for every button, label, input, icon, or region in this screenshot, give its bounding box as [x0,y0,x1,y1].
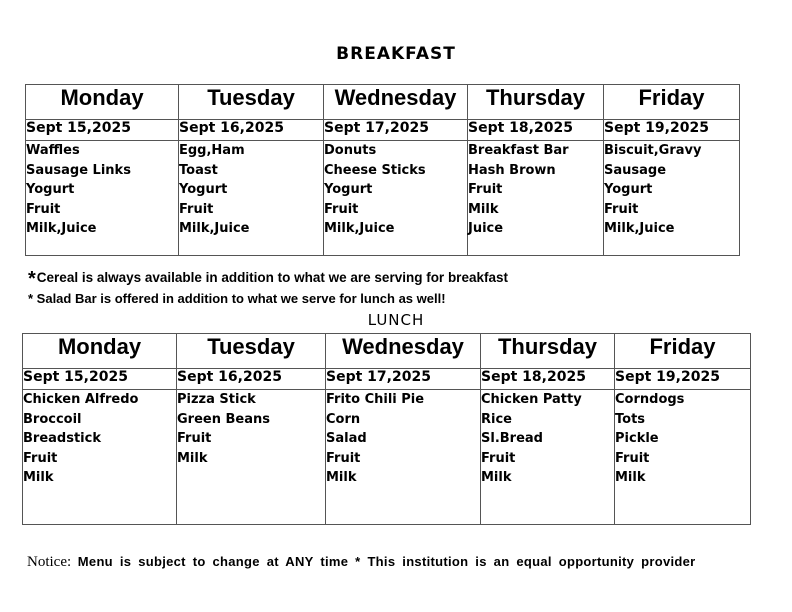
menu-item: Fruit [604,201,639,217]
menu-item: Donuts [324,143,377,158]
breakfast-date-wednesday: Sept 17,2025 [324,120,468,141]
lunch-heading: LUNCH [367,311,425,329]
menu-item: Yogurt [604,182,653,197]
lunch-items-thursday [481,390,615,525]
breakfast-date-monday: Sept 15,2025 [26,120,179,141]
breakfast-items-row [26,141,740,256]
menu-item: Milk,Juice [604,221,675,236]
notice-text: Menu is subject to change at ANY time * This institution is an equal opportunity provider [77,554,696,569]
breakfast-heading: BREAKFAST [336,44,456,64]
lunch-day-thursday: Thursday [481,334,615,369]
breakfast-items-thursday [468,141,604,256]
lunch-date-friday: Sept 19,2025 [615,369,751,390]
lunch-date-thursday: Sept 18,2025 [481,369,615,390]
menu-item: Milk [615,470,646,485]
menu-item: Fruit [324,201,359,217]
lunch-items-wednesday [326,390,481,525]
menu-item: Yogurt [179,182,228,197]
menu-item: Fruit [468,182,503,197]
menu-item: Breakfast Bar [468,143,569,158]
breakfast-day-friday: Friday [604,85,740,120]
breakfast-items-wednesday [324,141,468,256]
menu-item: Milk,Juice [324,221,395,236]
menu-item: Fruit [26,201,61,217]
breakfast-date-thursday: Sept 18,2025 [468,120,604,141]
lunch-items-monday [23,390,177,525]
menu-item: Fruit [481,450,516,466]
menu-item: Yogurt [26,182,75,197]
breakfast-menu-table [25,84,740,256]
menu-item: Fruit [177,431,212,446]
menu-item: Corndogs [615,392,685,407]
breakfast-items-friday [604,141,740,256]
lunch-date-tuesday: Sept 16,2025 [177,369,326,390]
menu-item: Milk [326,470,357,485]
menu-item: Sl.Bread [481,431,543,446]
menu-item: Fruit [179,201,214,217]
menu-item: Milk,Juice [179,221,250,236]
lunch-items-tuesday [177,390,326,525]
menu-item: Pickle [615,431,659,446]
menu-item: Tots [615,411,646,427]
menu-item: Broccoil [23,411,82,427]
menu-item: Green Beans [177,411,270,427]
menu-item: Corn [326,411,361,427]
breakfast-day-thursday: Thursday [468,85,604,120]
menu-item: Rice [481,411,512,427]
lunch-day-monday: Monday [23,334,177,369]
menu-item: Milk [481,470,512,485]
notice-label: Notice: [27,554,72,570]
menu-item: Frito Chili Pie [326,392,425,407]
menu-item: Waffles [26,143,80,158]
breakfast-date-friday: Sept 19,2025 [604,120,740,141]
lunch-menu-table [22,333,751,525]
menu-item: Breadstick [23,431,101,446]
menu-item: Fruit [326,450,361,466]
breakfast-day-tuesday: Tuesday [179,85,324,120]
breakfast-date-row [26,120,740,141]
lunch-items-row [23,390,751,525]
lunch-day-wednesday: Wednesday [326,334,481,369]
lunch-day-row [23,334,751,369]
lunch-date-row [23,369,751,390]
breakfast-items-tuesday [179,141,324,256]
lunch-day-friday: Friday [615,334,751,369]
menu-item: Juice [468,221,504,236]
menu-item: Cheese Sticks [324,162,426,178]
menu-item: Milk [177,450,208,466]
cereal-note [28,268,508,291]
lunch-date-monday: Sept 15,2025 [23,369,177,390]
menu-item: Toast [179,162,218,178]
menu-item: Egg,Ham [179,143,245,158]
lunch-items-friday [615,390,751,525]
breakfast-day-wednesday: Wednesday [324,85,468,120]
menu-item: Yogurt [324,182,373,197]
breakfast-items-monday [26,141,179,256]
menu-item: Fruit [615,450,650,466]
cereal-note-text: Cereal is always available in addition to what we are serving for breakfast [36,270,508,285]
lunch-day-tuesday: Tuesday [177,334,326,369]
menu-item: Chicken Patty [481,392,582,407]
menu-item: Milk [23,470,54,485]
menu-item: Milk [468,201,499,217]
menu-item: Chicken Alfredo [23,392,139,407]
menu-item: Salad [326,431,367,446]
salad-bar-note: * Salad Bar is offered in addition to what we serve for lunch as well! [28,291,446,306]
breakfast-day-monday: Monday [26,85,179,120]
menu-item: Sausage [604,162,667,178]
menu-item: Pizza Stick [177,392,256,407]
menu-item: Sausage Links [26,162,131,178]
menu-item: Milk,Juice [26,221,97,236]
menu-item: Biscuit,Gravy [604,143,702,158]
breakfast-date-tuesday: Sept 16,2025 [179,120,324,141]
lunch-date-wednesday: Sept 17,2025 [326,369,481,390]
menu-item: Fruit [23,450,58,466]
footer-notice [27,554,696,571]
menu-item: Hash Brown [468,162,556,178]
asterisk: * [28,268,36,290]
breakfast-day-row [26,85,740,120]
